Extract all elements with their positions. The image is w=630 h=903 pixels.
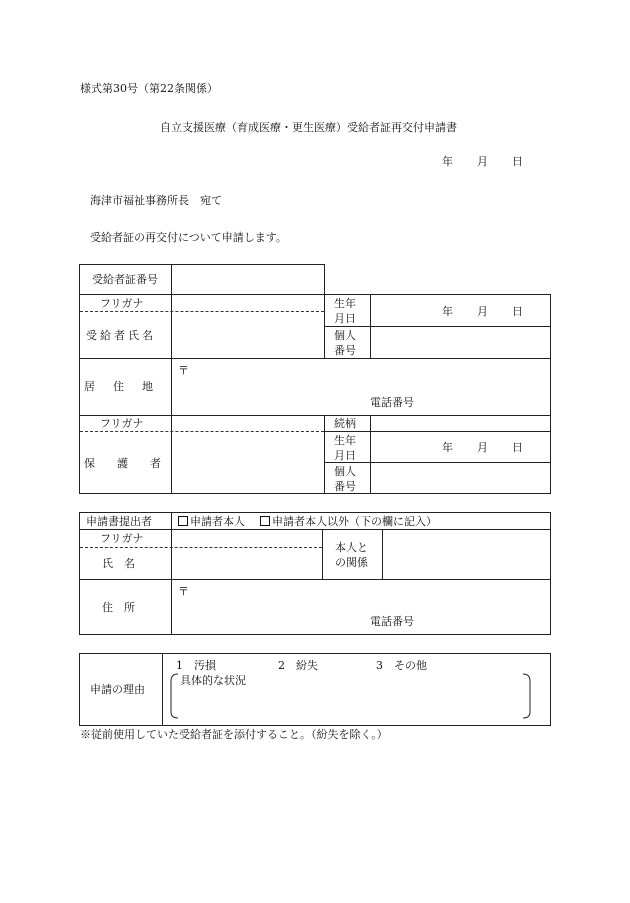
reason-option-lost[interactable]: 2 紛失 [278, 659, 318, 672]
phone-label: 電話番号 [370, 396, 414, 409]
submitter-postal-mark: 〒 [178, 585, 189, 598]
footnote: ※従前使用していた受給者証を添付すること。（紛失を除く。） [80, 728, 388, 741]
submitter-name-label: 氏 名 [102, 557, 135, 570]
birthdate-label: 生年 月日 [334, 297, 356, 325]
checkbox-self[interactable] [178, 516, 188, 526]
guardian-birthdate-month: 月 [477, 441, 488, 454]
details-bracket[interactable] [168, 672, 536, 722]
birthdate-day: 日 [512, 305, 523, 318]
checkbox-other[interactable] [260, 516, 270, 526]
form-number: 様式第30号（第22条関係） [80, 82, 218, 95]
birthdate-month: 月 [477, 305, 488, 318]
option-self[interactable]: 申請者本人 [178, 516, 245, 527]
relationship-label: 続柄 [334, 417, 356, 430]
submitter-phone-label: 電話番号 [370, 615, 414, 628]
address-label: 居住地 [84, 380, 171, 393]
guardian-birthdate-day: 日 [512, 441, 523, 454]
reason-label: 申請の理由 [90, 683, 145, 696]
submitter-furigana-label: フリガナ [100, 532, 144, 545]
option-other[interactable]: 申請者本人以外（下の欄に記入） [260, 516, 437, 527]
date-year-label: 年 [442, 155, 453, 168]
submitter-address-label: 住 所 [102, 601, 135, 614]
personal-number-label: 個人 番号 [334, 329, 356, 357]
application-statement: 受給者証の再交付について申請します。 [90, 231, 287, 244]
reason-option-other[interactable]: 3 その他 [376, 659, 427, 672]
recipient-name-label: 受給者氏名 [86, 329, 156, 342]
guardian-personal-number-label: 個人 番号 [334, 465, 356, 493]
cert-number-label: 受給者証番号 [92, 273, 158, 286]
relation-label: 本人と の関係 [335, 541, 368, 569]
guardian-birthdate-year: 年 [442, 441, 453, 454]
date-month-label: 月 [477, 155, 488, 168]
submitter-label: 申請書提出者 [86, 515, 152, 528]
date-day-label: 日 [512, 155, 523, 168]
guardian-birthdate-label: 生年 月日 [334, 434, 356, 462]
addressee: 海津市福祉事務所長 宛て [90, 194, 222, 207]
reason-option-soiled[interactable]: 1 汚損 [176, 659, 216, 672]
birthdate-year: 年 [442, 305, 453, 318]
guardian-label: 保護者 [84, 457, 183, 470]
form-title: 自立支援医療（育成医療・更生医療）受給者証再交付申請書 [160, 121, 457, 134]
postal-mark: 〒 [178, 364, 189, 377]
recipient-furigana-label: フリガナ [100, 297, 144, 310]
guardian-furigana-label: フリガナ [100, 417, 144, 430]
details-label: 具体的な状況 [180, 674, 246, 687]
